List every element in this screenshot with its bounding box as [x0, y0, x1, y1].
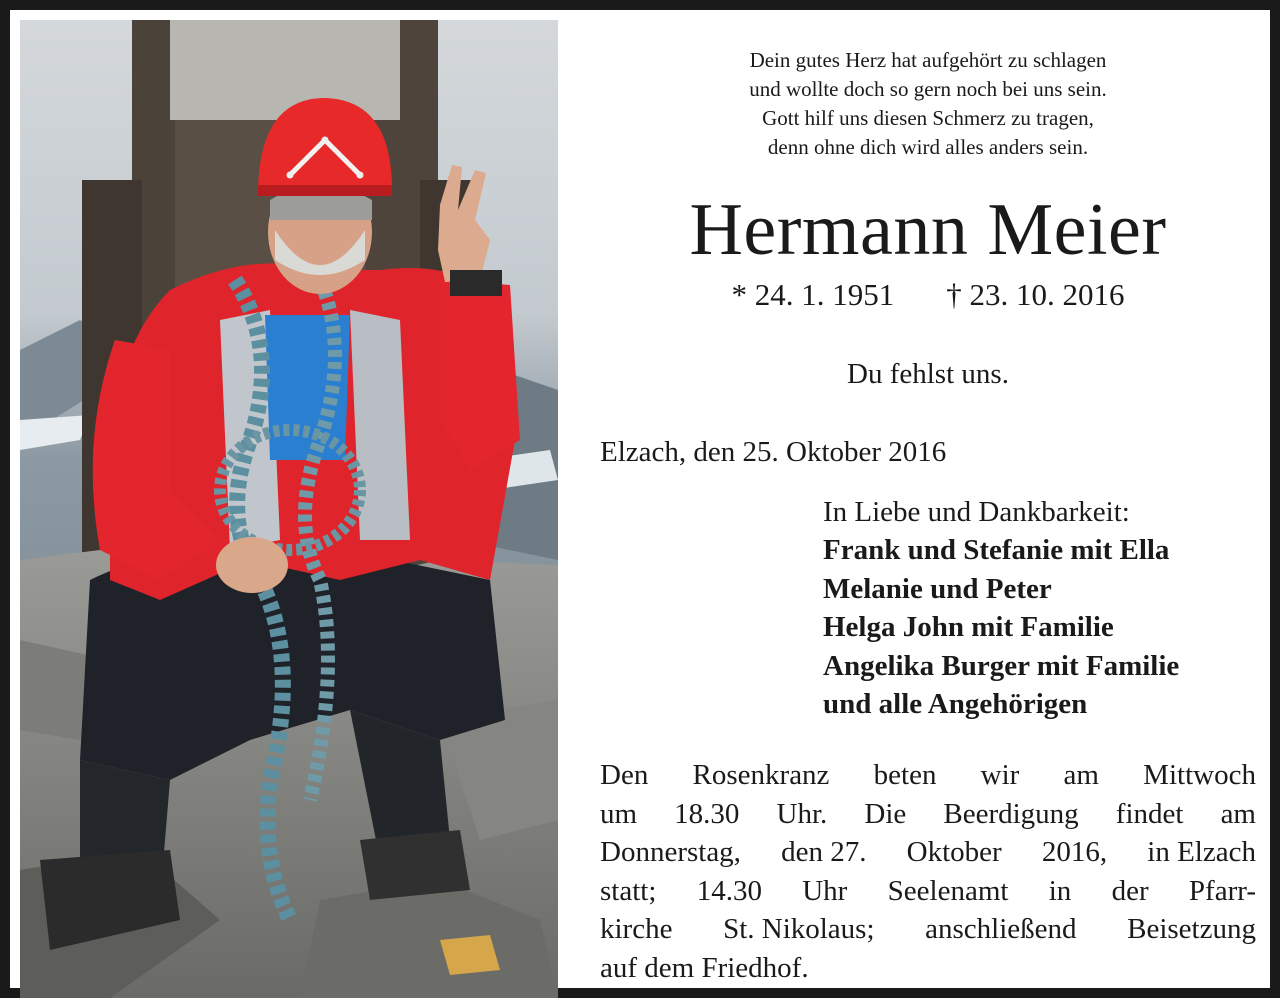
notice-line [600, 795, 1256, 834]
notice-word: anschließend [925, 913, 1077, 945]
mourner-name: Melanie und Peter [823, 572, 1052, 605]
verse-line: Dein gutes Herz hat aufgehört zu schlagen [749, 48, 1107, 72]
notice-line [600, 910, 1256, 949]
notice-word: Donnerstag, [600, 836, 741, 868]
notice-word: 18.30 [674, 797, 740, 830]
notice-word: beten [873, 759, 937, 791]
death-date: † 23. 10. 2016 [946, 277, 1125, 312]
notice-word: der [1111, 874, 1149, 907]
notice-line [600, 833, 1256, 872]
place-date: Elzach, den 25. Oktober 2016 [600, 436, 947, 468]
notice-word: in [1048, 874, 1072, 907]
notice-word: Beerdigung [943, 797, 1079, 830]
notice-word: am [1063, 759, 1099, 791]
mourners-intro: In Liebe und Dankbarkeit: [823, 496, 1130, 528]
mourner-name: Helga John mit Familie [823, 611, 1114, 643]
notice-word: kirche [600, 913, 673, 945]
notice-line: auf dem Friedhof. [600, 951, 809, 984]
verse-line: Gott hilf uns diesen Schmerz zu tragen, [762, 106, 1094, 130]
mourners-block [823, 493, 1263, 724]
notice-word: den 27. [781, 836, 867, 868]
notice-text [600, 20, 1256, 998]
birth-date: * 24. 1. 1951 [731, 277, 895, 312]
notice-line [600, 756, 1256, 795]
portrait-photo [20, 20, 558, 998]
notice-word: in Elzach [1147, 836, 1256, 868]
notice-word: wir [980, 759, 1020, 791]
notice-word: statt; [600, 874, 657, 907]
notice-word: Uhr [802, 874, 848, 907]
notice-line [600, 872, 1256, 911]
notice-word: Seelenamt [887, 874, 1009, 907]
notice-word: 2016, [1041, 836, 1108, 868]
mourner-name: Angelika Burger mit Familie [823, 649, 1180, 682]
notice-word: Beisetzung [1127, 913, 1256, 945]
notice-word: Mittwoch [1143, 759, 1256, 791]
notice-word: Die [864, 797, 907, 830]
notice-word: St. Nikolaus; [723, 913, 875, 945]
notice-word: um [600, 797, 638, 830]
mourner-name: Frank und Stefanie mit Ella [823, 534, 1170, 566]
deceased-name: Hermann Meier [689, 189, 1167, 271]
notice-word: Rosenkranz [692, 759, 830, 791]
verse-line: und wollte doch so gern noch bei uns sein. [749, 77, 1107, 101]
notice-word: Uhr. [776, 797, 828, 830]
mourner-name: und alle Angehörigen [823, 688, 1088, 720]
notice-word: Den [600, 759, 649, 791]
notice-word: findet [1115, 797, 1184, 830]
notice-word: am [1220, 797, 1256, 830]
missed-line: Du fehlst uns. [847, 358, 1009, 390]
notice-word: Oktober [906, 836, 1002, 868]
memorial-verse [600, 46, 1256, 162]
verse-line: denn ohne dich wird alles anders sein. [767, 135, 1089, 159]
life-dates [600, 276, 1256, 314]
funeral-notice [600, 756, 1256, 987]
notice-word: Pfarr- [1188, 874, 1256, 907]
notice-word: 14.30 [696, 874, 762, 907]
